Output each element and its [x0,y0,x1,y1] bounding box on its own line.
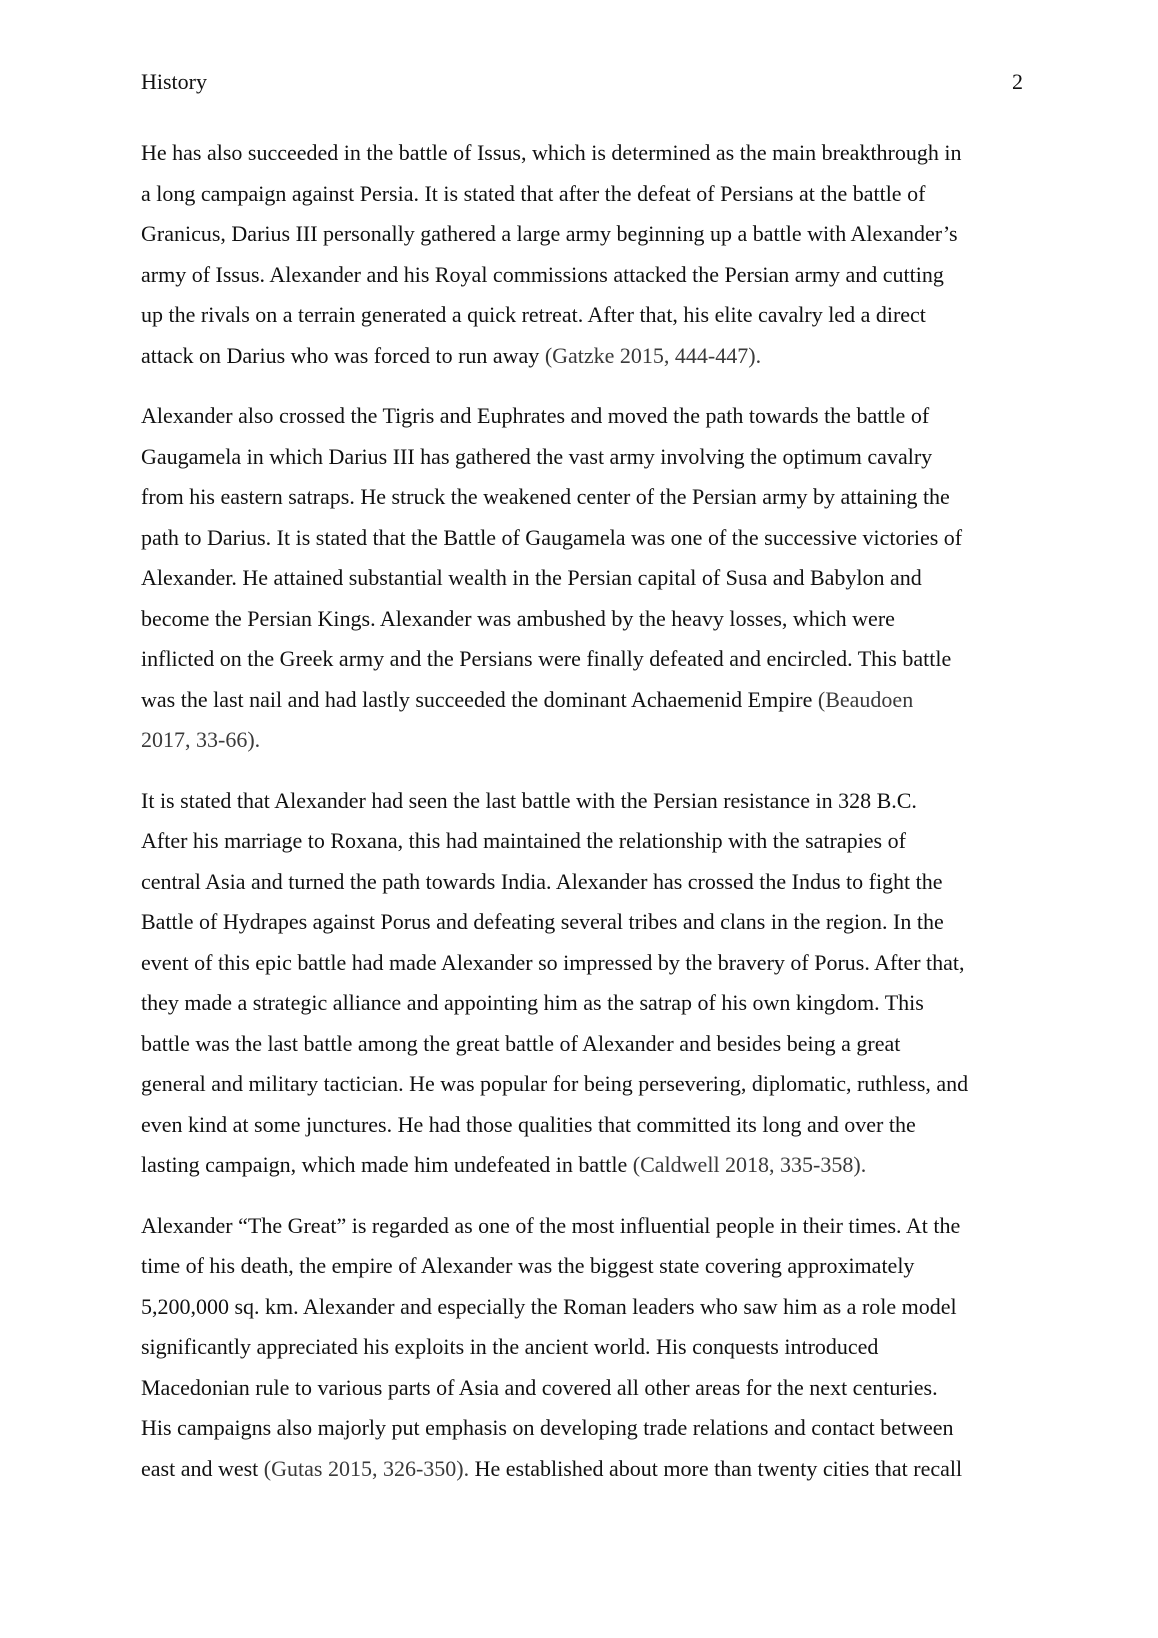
text-line: up the rivals on a terrain generated a quick retreat. After that, his elite cavalry led a direct [141,302,926,327]
text-line [141,1145,1023,1186]
text-line: become the Persian Kings. Alexander was ambushed by the heavy losses, which were [141,605,895,631]
page-number: 2 [1012,69,1023,94]
text-line [141,680,1023,721]
paragraph-4 [141,1206,1023,1490]
text-line: Macedonian rule to various parts of Asia and covered all other areas for the next centuries. [141,1374,938,1400]
paragraph-3 [141,781,1023,1186]
text-line: a long campaign against Persia. It is stated that after the defeat of Persians at the battle of [141,180,926,206]
body-text [141,133,1023,1509]
citation: (Beaudoen [817,686,914,712]
text-run: lasting campaign, which made him undefeated in battle [141,1152,633,1177]
citation: (Caldwell 2018, 335-358). [632,1152,867,1177]
text-line: event of this epic battle had made Alexander so impressed by the bravery of Porus. After that, [141,949,965,975]
text-line: inflicted on the Greek army and the Persians were finally defeated and encircled. This battle [141,646,952,671]
text-line [141,336,1023,377]
text-line: battle was the last battle among the great battle of Alexander and besides being a great [141,1030,901,1056]
text-line: His campaigns also majorly put emphasis on developing trade relations and contact between [141,1415,954,1440]
citation: 2017, 33-66). [141,727,261,752]
text-line: It is stated that Alexander had seen the last battle with the Persian resistance in 328 B.C. [141,787,917,813]
text-line: central Asia and turned the path towards India. Alexander has crossed the Indus to fight the [141,868,943,894]
citation: (Gutas 2015, 326-350). [263,1455,470,1481]
text-line: even kind at some junctures. He had those qualities that committed its long and over the [141,1111,916,1137]
text-line: army of Issus. Alexander and his Royal commissions attacked the Persian army and cutting [141,261,944,287]
text-line: from his eastern satraps. He struck the weakened center of the Persian army by attaining the [141,484,950,509]
text-line: significantly appreciated his exploits in the ancient world. His conquests introduced [141,1334,879,1359]
paragraph-2 [141,396,1023,761]
paragraph-1 [141,133,1023,376]
text-line: Alexander. He attained substantial wealth in the Persian capital of Susa and Babylon and [141,565,922,590]
text-run: east and west [141,1455,264,1481]
text-line: Granicus, Darius III personally gathered a large army beginning up a battle with Alexander’s [141,221,958,246]
text-line: time of his death, the empire of Alexander was the biggest state covering approximately [141,1253,915,1278]
running-head: History [141,69,207,94]
text-line: Gaugamela in which Darius III has gathered the vast army involving the optimum cavalry [141,443,933,469]
text-line [141,720,1023,761]
text-run: was the last nail and had lastly succeeded the dominant Achaemenid Empire [141,686,818,712]
text-line: path to Darius. It is stated that the Battle of Gaugamela was one of the successive victories of [141,524,963,550]
text-run: attack on Darius who was forced to run away [141,342,545,368]
text-line [141,1449,1023,1490]
text-line: After his marriage to Roxana, this had maintained the relationship with the satrapies of [141,828,906,853]
text-line: general and military tactician. He was popular for being persevering, diplomatic, ruthless, and [141,1071,969,1096]
text-run: He established about more than twenty cities that recall [469,1455,963,1481]
text-line: Alexander “The Great” is regarded as one of the most influential people in their times. At the [141,1212,961,1238]
text-line: they made a strategic alliance and appointing him as the satrap of his own kingdom. This [141,990,924,1015]
text-line: He has also succeeded in the battle of Issus, which is determined as the main breakthrough in [141,140,962,165]
citation: (Gatzke 2015, 444-447). [544,342,762,368]
text-line: Alexander also crossed the Tigris and Euphrates and moved the path towards the battle of [141,403,930,428]
text-line: 5,200,000 sq. km. Alexander and especially the Roman leaders who saw him as a role model [141,1293,957,1319]
text-line: Battle of Hydrapes against Porus and defeating several tribes and clans in the region. In the [141,909,944,934]
